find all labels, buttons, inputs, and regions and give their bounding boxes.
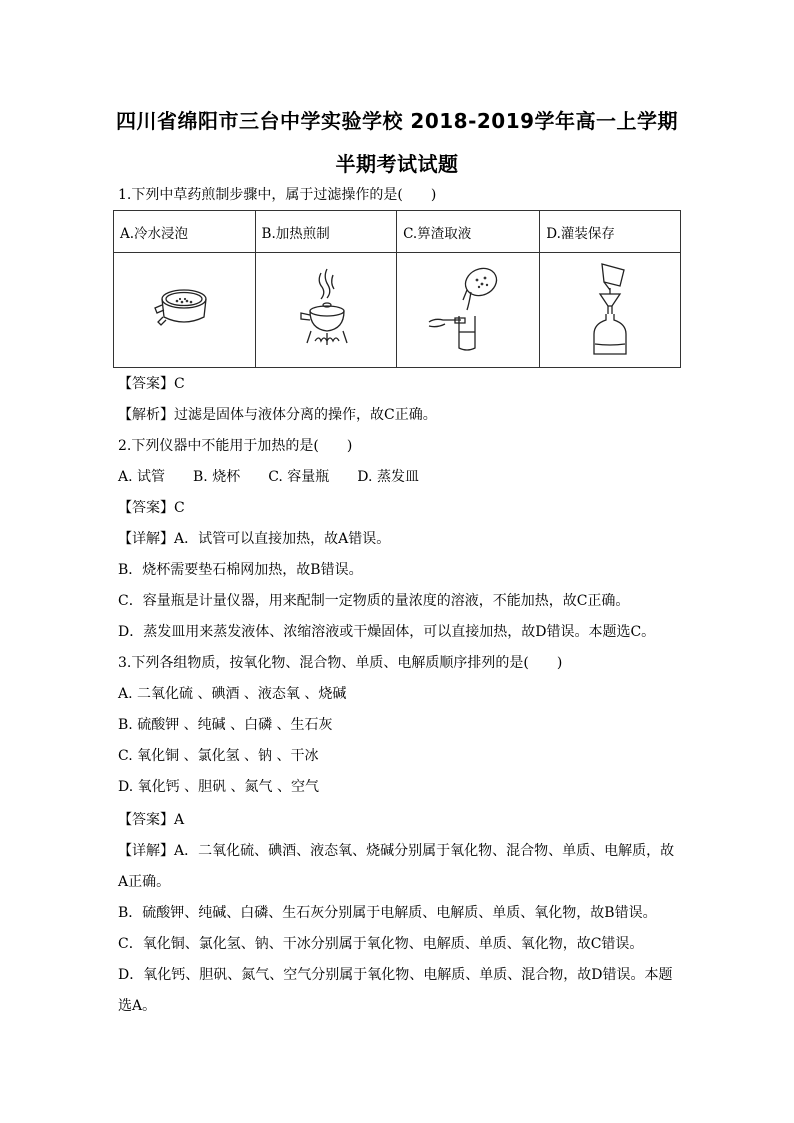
q1-answer: 【答案】C [118,376,185,392]
q3-detail-line: 选A。 [118,998,157,1014]
bottle-filling-icon [580,260,640,360]
document-title-line2: 半期考试试题 [335,152,459,176]
q3-detail-line: B．硫酸钾、纯碱、白磷、生石灰分别属于电解质、电解质、单质、氧化物，故B错误。 [118,905,657,921]
q2-detail-line: C．容量瓶是计量仪器，用来配制一定物质的量浓度的溶液，不能加热，故C正确。 [118,593,630,609]
q1-option-a-image [114,253,256,368]
q1-option-c-image [397,253,540,368]
q3-detail-line: D．氧化钙、胆矾、氮气、空气分别属于氧化物、电解质、单质、混合物，故D错误。本题 [118,967,673,983]
q2-detail-line: B．烧杯需要垫石棉网加热，故B错误。 [118,562,363,578]
q2-stem: 2.下列仪器中不能用于加热的是( ) [118,438,353,454]
q1-options-table [113,210,681,368]
q3-detail-line: 【详解】A．二氧化硫、碘酒、液态氧、烧碱分别属于氧化物、混合物、单质、电解质，故 [118,843,675,859]
q3-detail-line: A正确。 [118,874,171,890]
strain-residue-icon [423,260,513,360]
q2-detail-line: 【详解】A．试管可以直接加热，故A错误。 [118,531,391,547]
q2-answer: 【答案】C [118,500,185,516]
q3-option-b: B. 硫酸钾 、纯碱 、白磷 、生石灰 [118,717,333,733]
q1-stem: 1.下列中草药煎制步骤中，属于过滤操作的是( ) [118,187,437,203]
soaking-pot-icon [149,275,219,345]
q1-option-d-image [540,253,681,368]
q1-option-d-label: D.灌装保存 [540,211,681,253]
q3-option-a: A. 二氧化硫 、碘酒 、液态氧 、烧碱 [118,686,347,702]
q1-option-a-label: A.冷水浸泡 [114,211,256,253]
q1-option-b-label: B.加热煎制 [255,211,397,253]
q3-stem: 3.下列各组物质，按氧化物、混合物、单质、电解质顺序排列的是( ) [118,655,563,671]
heating-pot-icon [291,265,361,355]
document-title-line1: 四川省绵阳市三台中学实验学校 2018-2019学年高一上学期 [115,109,679,133]
q3-option-d: D. 氧化钙 、胆矾 、氮气 、空气 [118,779,319,795]
q2-options: A. 试管 B. 烧杯 C. 容量瓶 D. 蒸发皿 [118,469,419,485]
q3-answer: 【答案】A [118,812,185,828]
q3-detail-line: C．氧化铜、氯化氢、钠、干冰分别属于氧化物、电解质、单质、氧化物，故C错误。 [118,936,644,952]
q2-detail-line: D．蒸发皿用来蒸发液体、浓缩溶液或干燥固体，可以直接加热，故D错误。本题选C。 [118,624,656,640]
q1-option-c-label: C.箅渣取液 [397,211,540,253]
q1-analysis: 【解析】过滤是固体与液体分离的操作，故C正确。 [118,407,437,423]
q1-option-b-image [255,253,397,368]
q3-option-c: C. 氧化铜 、氯化氢 、钠 、干冰 [118,748,319,764]
